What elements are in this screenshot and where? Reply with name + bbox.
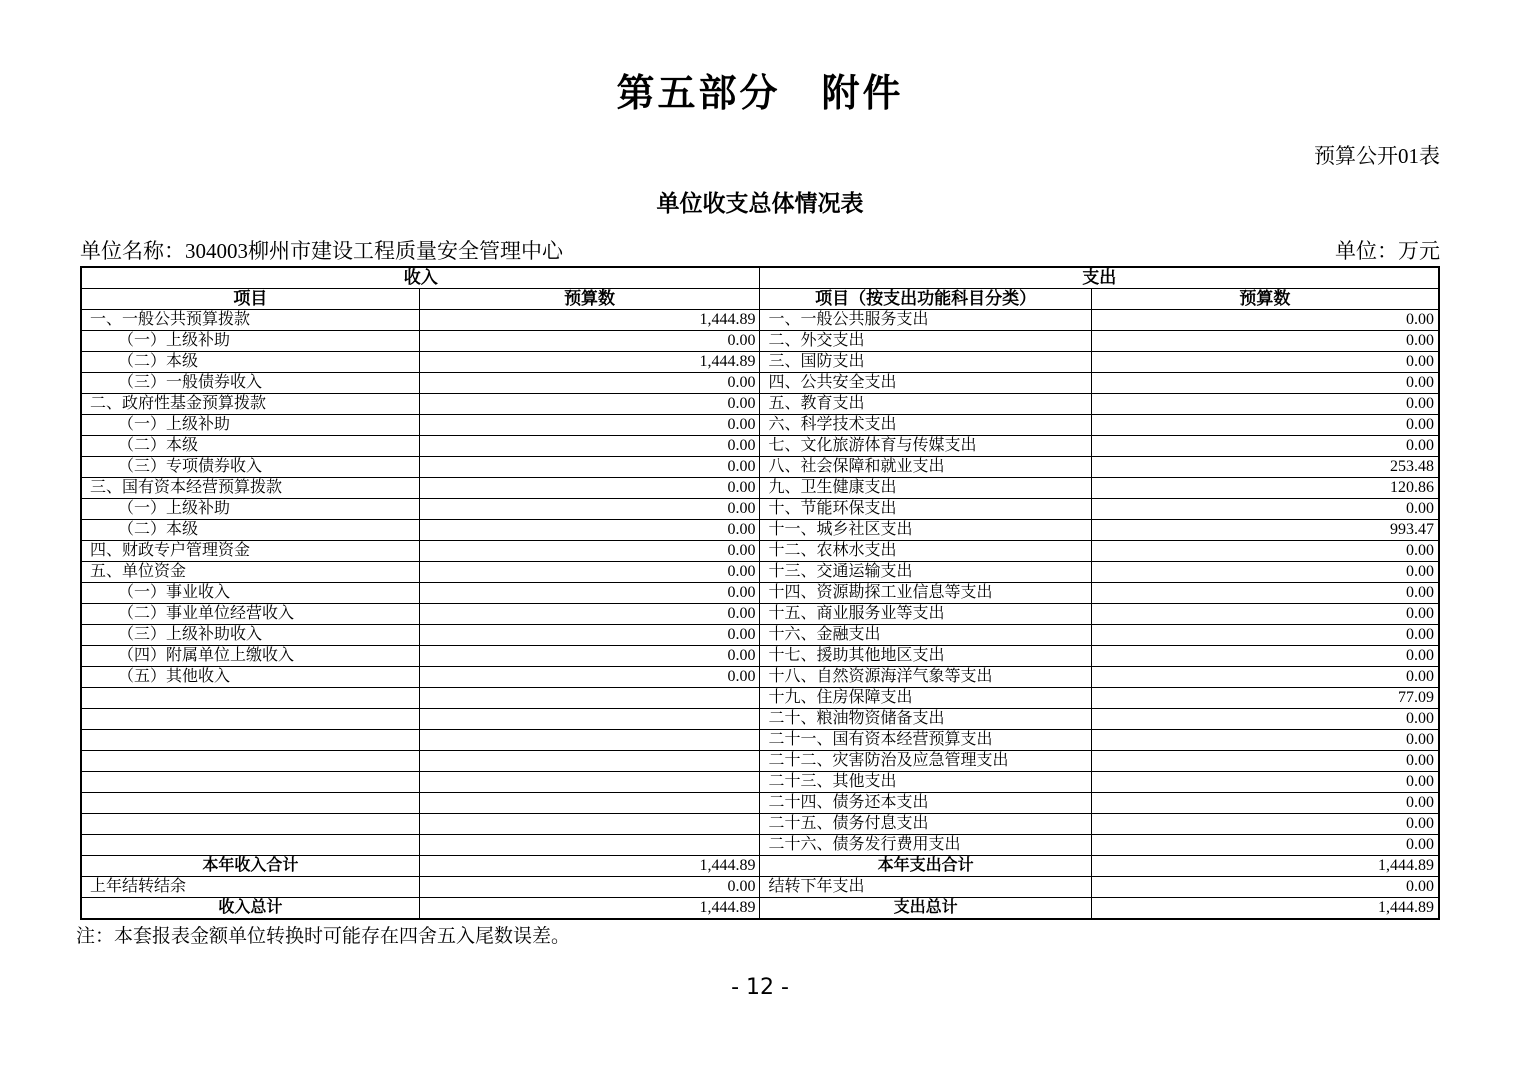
expense-value-cell: 0.00	[1091, 835, 1439, 856]
income-item-cell: （五）其他收入	[81, 667, 419, 688]
expense-value-cell: 0.00	[1091, 352, 1439, 373]
expense-value-cell: 0.00	[1091, 604, 1439, 625]
table-title: 单位收支总体情况表	[656, 191, 864, 216]
unit-of-measure-label: 单位：万元	[1335, 239, 1440, 263]
income-item-column-header: 项目	[81, 289, 419, 310]
document-title: 第五部分 附件	[616, 71, 904, 115]
income-item-cell: （二）事业单位经营收入	[81, 604, 419, 625]
income-item-cell: （四）附属单位上缴收入	[81, 646, 419, 667]
table-row	[81, 667, 1439, 688]
income-item-cell: （一）事业收入	[81, 583, 419, 604]
expense-item-cell: 四、公共安全支出	[760, 373, 1091, 394]
income-value-cell: 1,444.89	[419, 352, 760, 373]
expense-item-cell: 十五、商业服务业等支出	[760, 604, 1091, 625]
expense-value-cell: 1,444.89	[1091, 898, 1439, 920]
table-row	[81, 394, 1439, 415]
expense-value-cell: 0.00	[1091, 814, 1439, 835]
expense-value-cell: 0.00	[1091, 541, 1439, 562]
income-item-cell	[81, 835, 419, 856]
income-value-cell: 0.00	[419, 625, 760, 646]
table-row	[81, 583, 1439, 604]
income-item-cell	[81, 793, 419, 814]
income-value-cell	[419, 814, 760, 835]
table-row	[81, 562, 1439, 583]
expense-item-cell: 十六、金融支出	[760, 625, 1091, 646]
table-row	[81, 499, 1439, 520]
income-value-cell: 0.00	[419, 667, 760, 688]
income-value-cell: 0.00	[419, 583, 760, 604]
expense-value-cell: 0.00	[1091, 373, 1439, 394]
expense-value-cell: 0.00	[1091, 436, 1439, 457]
unit-name: 单位名称：304003柳州市建设工程质量安全管理中心	[80, 239, 563, 263]
income-item-cell: （三）上级补助收入	[81, 625, 419, 646]
summary-row	[81, 898, 1439, 920]
table-row	[81, 688, 1439, 709]
expense-value-cell: 77.09	[1091, 688, 1439, 709]
table-row	[81, 457, 1439, 478]
expense-value-cell: 0.00	[1091, 394, 1439, 415]
income-value-cell: 0.00	[419, 877, 760, 898]
income-item-cell	[81, 772, 419, 793]
income-value-cell	[419, 835, 760, 856]
income-value-cell: 1,444.89	[419, 310, 760, 331]
income-value-cell: 0.00	[419, 436, 760, 457]
section-header-row	[81, 267, 1439, 289]
expense-item-cell: 十二、农林水支出	[760, 541, 1091, 562]
table-row	[81, 415, 1439, 436]
income-item-cell	[81, 814, 419, 835]
table-row	[81, 730, 1439, 751]
expense-item-cell: 五、教育支出	[760, 394, 1091, 415]
income-item-cell: （二）本级	[81, 352, 419, 373]
income-item-cell: 五、单位资金	[81, 562, 419, 583]
expense-value-cell: 993.47	[1091, 520, 1439, 541]
income-value-cell: 0.00	[419, 604, 760, 625]
income-value-cell: 0.00	[419, 373, 760, 394]
expense-value-cell: 0.00	[1091, 709, 1439, 730]
income-value-cell: 1,444.89	[419, 856, 760, 877]
income-item-cell: （二）本级	[81, 520, 419, 541]
table-meta-row	[80, 238, 1440, 264]
income-item-cell	[81, 709, 419, 730]
income-item-cell: 二、政府性基金预算拨款	[81, 394, 419, 415]
expense-value-cell: 0.00	[1091, 625, 1439, 646]
budget-summary-table	[80, 266, 1440, 920]
expense-section-header: 支出	[760, 267, 1439, 289]
table-row	[81, 646, 1439, 667]
income-value-cell: 0.00	[419, 457, 760, 478]
income-item-cell: （一）上级补助	[81, 415, 419, 436]
income-section-header: 收入	[81, 267, 760, 289]
income-item-cell: （一）上级补助	[81, 331, 419, 352]
column-header-row	[81, 289, 1439, 310]
income-value-cell: 0.00	[419, 394, 760, 415]
table-number-label: 预算公开01表	[1314, 144, 1440, 168]
income-item-cell: 本年收入合计	[81, 856, 419, 877]
table-row	[81, 310, 1439, 331]
table-row	[81, 520, 1439, 541]
expense-item-cell: 二十、粮油物资储备支出	[760, 709, 1091, 730]
income-value-cell: 0.00	[419, 646, 760, 667]
income-item-cell: （二）本级	[81, 436, 419, 457]
income-value-cell: 0.00	[419, 499, 760, 520]
expense-item-cell: 三、国防支出	[760, 352, 1091, 373]
table-row	[81, 604, 1439, 625]
expense-item-cell: 六、科学技术支出	[760, 415, 1091, 436]
expense-item-cell: 二十三、其他支出	[760, 772, 1091, 793]
income-item-cell	[81, 751, 419, 772]
expense-value-cell: 0.00	[1091, 772, 1439, 793]
expense-value-cell: 120.86	[1091, 478, 1439, 499]
income-value-cell	[419, 793, 760, 814]
expense-value-cell: 0.00	[1091, 667, 1439, 688]
expense-budget-column-header: 预算数	[1091, 289, 1439, 310]
expense-item-cell: 二十一、国有资本经营预算支出	[760, 730, 1091, 751]
expense-value-cell: 253.48	[1091, 457, 1439, 478]
income-item-cell: 四、财政专户管理资金	[81, 541, 419, 562]
income-value-cell: 0.00	[419, 331, 760, 352]
expense-item-cell: 二、外交支出	[760, 331, 1091, 352]
income-value-cell	[419, 688, 760, 709]
expense-value-cell: 0.00	[1091, 583, 1439, 604]
expense-item-cell: 十三、交通运输支出	[760, 562, 1091, 583]
expense-value-cell: 0.00	[1091, 793, 1439, 814]
expense-value-cell: 0.00	[1091, 730, 1439, 751]
expense-item-cell: 十八、自然资源海洋气象等支出	[760, 667, 1091, 688]
income-item-cell: 收入总计	[81, 898, 419, 920]
income-item-cell: 上年结转结余	[81, 877, 419, 898]
expense-item-cell: 十四、资源勘探工业信息等支出	[760, 583, 1091, 604]
expense-value-cell: 0.00	[1091, 751, 1439, 772]
income-budget-column-header: 预算数	[419, 289, 760, 310]
expense-value-cell: 0.00	[1091, 646, 1439, 667]
page-number: - 12 -	[731, 975, 789, 1000]
expense-value-cell: 0.00	[1091, 310, 1439, 331]
footnote: 注：本套报表金额单位转换时可能存在四舍五入尾数误差。	[76, 926, 571, 947]
income-item-cell	[81, 688, 419, 709]
income-item-cell: （三）一般债券收入	[81, 373, 419, 394]
expense-item-cell: 一、一般公共服务支出	[760, 310, 1091, 331]
expense-value-cell: 1,444.89	[1091, 856, 1439, 877]
expense-item-cell: 二十四、债务还本支出	[760, 793, 1091, 814]
table-row	[81, 436, 1439, 457]
income-value-cell	[419, 709, 760, 730]
expense-item-cell: 二十五、债务付息支出	[760, 814, 1091, 835]
income-item-cell: （三）专项债券收入	[81, 457, 419, 478]
expense-item-cell: 二十二、灾害防治及应急管理支出	[760, 751, 1091, 772]
income-item-cell: 三、国有资本经营预算拨款	[81, 478, 419, 499]
income-item-cell: （一）上级补助	[81, 499, 419, 520]
expense-value-cell: 0.00	[1091, 877, 1439, 898]
table-row	[81, 478, 1439, 499]
table-row	[81, 814, 1439, 835]
income-value-cell: 0.00	[419, 562, 760, 583]
expense-value-cell: 0.00	[1091, 331, 1439, 352]
expense-item-cell: 本年支出合计	[760, 856, 1091, 877]
expense-item-cell: 十一、城乡社区支出	[760, 520, 1091, 541]
income-item-cell: 一、一般公共预算拨款	[81, 310, 419, 331]
expense-item-cell: 结转下年支出	[760, 877, 1091, 898]
table-row	[81, 352, 1439, 373]
income-value-cell: 0.00	[419, 520, 760, 541]
income-value-cell	[419, 772, 760, 793]
expense-item-cell: 七、文化旅游体育与传媒支出	[760, 436, 1091, 457]
table-row	[81, 751, 1439, 772]
expense-item-cell: 十九、住房保障支出	[760, 688, 1091, 709]
table-row	[81, 373, 1439, 394]
expense-value-cell: 0.00	[1091, 499, 1439, 520]
summary-row	[81, 877, 1439, 898]
table-row	[81, 541, 1439, 562]
expense-item-cell: 八、社会保障和就业支出	[760, 457, 1091, 478]
summary-row	[81, 856, 1439, 877]
expense-item-cell: 九、卫生健康支出	[760, 478, 1091, 499]
expense-item-cell: 支出总计	[760, 898, 1091, 920]
expense-item-cell: 十、节能环保支出	[760, 499, 1091, 520]
expense-value-cell: 0.00	[1091, 562, 1439, 583]
table-row	[81, 709, 1439, 730]
income-value-cell: 0.00	[419, 541, 760, 562]
table-row	[81, 793, 1439, 814]
income-value-cell	[419, 730, 760, 751]
income-item-cell	[81, 730, 419, 751]
table-row	[81, 625, 1439, 646]
expense-item-column-header: 项目（按支出功能科目分类）	[760, 289, 1091, 310]
table-row	[81, 331, 1439, 352]
table-row	[81, 772, 1439, 793]
table-row	[81, 835, 1439, 856]
income-value-cell: 0.00	[419, 478, 760, 499]
income-value-cell: 1,444.89	[419, 898, 760, 920]
expense-value-cell: 0.00	[1091, 415, 1439, 436]
income-value-cell	[419, 751, 760, 772]
income-value-cell: 0.00	[419, 415, 760, 436]
expense-item-cell: 二十六、债务发行费用支出	[760, 835, 1091, 856]
expense-item-cell: 十七、援助其他地区支出	[760, 646, 1091, 667]
